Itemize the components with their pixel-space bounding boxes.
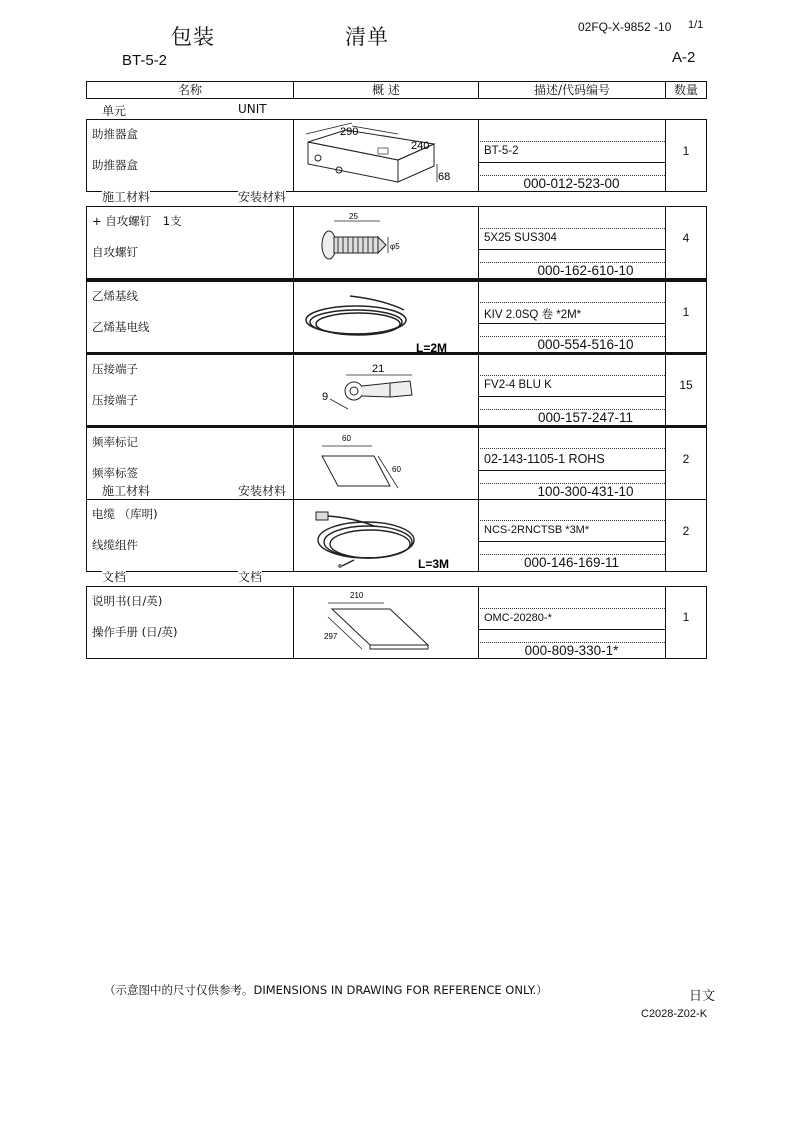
section-materials-label-alt: 安装材料: [238, 190, 287, 204]
item-spec: 02-143-1105-1 ROHS: [484, 452, 605, 466]
table-row: [86, 425, 707, 500]
dim-manual-width: 210: [350, 591, 364, 600]
item-desc: [478, 355, 665, 425]
table-row: [86, 119, 707, 192]
item-name: 助推器盒: [92, 127, 138, 141]
section-unit-label: 单元: [102, 104, 127, 118]
item-code: 000-162-610-10: [537, 263, 634, 278]
item-desc: [478, 120, 665, 191]
item-code: 000-157-247-11: [537, 410, 634, 425]
item-code: 000-146-169-11: [523, 555, 620, 570]
dim-width: 240: [411, 140, 430, 152]
section-materials-label-alt: 安装材料: [238, 484, 287, 498]
model-number: BT-5-2: [122, 52, 168, 69]
section-materials-label: 施工材料: [102, 190, 151, 204]
booster-box-drawing: [294, 120, 478, 191]
title-left: 包装: [171, 25, 215, 49]
section-documents-label: 文档: [102, 570, 127, 584]
table-header: [86, 81, 707, 99]
item-name-alt: 助推器盒: [92, 158, 138, 172]
header-qty: 数量: [673, 83, 698, 97]
item-spec: KIV 2.0SQ 卷 *2M*: [484, 309, 582, 321]
item-qty: 1: [682, 305, 690, 319]
item-spec: BT-5-2: [484, 145, 519, 157]
item-name: 乙烯基线: [92, 289, 138, 303]
item-name-alt: 频率标签: [92, 466, 138, 480]
item-spec: FV2-4 BLU K: [484, 379, 552, 391]
item-name: 电缆 （库明): [92, 507, 158, 521]
item-name-alt: 操作手册 (日/英): [92, 625, 178, 639]
item-name-alt: 自攻螺钉: [92, 245, 138, 259]
item-qty: 15: [679, 378, 693, 392]
item-desc: [478, 207, 665, 278]
item-desc: [478, 500, 665, 571]
dim-label-height: 60: [392, 465, 401, 474]
item-desc: [478, 428, 665, 499]
page-number: 1/1: [688, 19, 704, 31]
table-row: [86, 279, 707, 353]
item-name-alt: 乙烯基电线: [92, 320, 150, 334]
item-code: 000-012-523-00: [523, 176, 620, 191]
item-qty: 1: [682, 610, 690, 624]
screw-drawing: [294, 207, 478, 278]
wire-coil-drawing: [294, 282, 478, 352]
dim-manual-height: 297: [324, 632, 338, 641]
item-desc: [478, 282, 665, 352]
revision: A-2: [672, 49, 696, 66]
label-drawing: [294, 428, 478, 499]
header-overview: 概 述: [372, 83, 400, 97]
dim-screw-diameter: φ5: [390, 242, 400, 251]
item-qty: 2: [682, 524, 690, 538]
cable-coil-drawing: [294, 500, 478, 571]
header-name: 名称: [177, 83, 202, 97]
item-code: 100-300-431-10: [537, 484, 634, 499]
doc-number: 02FQ-X-9852 -10: [578, 20, 672, 34]
table-row: [86, 586, 707, 659]
item-desc: [478, 587, 665, 658]
wire-length: L=2M: [416, 341, 448, 354]
footer-note: （示意图中的尺寸仅供参考。DIMENSIONS IN DRAWING FOR REFERENCE ONLY.）: [104, 983, 548, 997]
footer-language: 日文: [689, 989, 716, 1004]
dim-height: 68: [438, 171, 451, 183]
item-name: 压接端子: [92, 362, 138, 376]
item-code: 000-809-330-1*: [524, 643, 619, 658]
item-name: + 自攻螺钉 1支: [92, 214, 182, 228]
section-materials-label: 施工材料: [102, 484, 151, 498]
item-spec: NCS-2RNCTSB *3M*: [484, 524, 590, 536]
item-name: 频率标记: [92, 435, 138, 449]
item-spec: OMC-20280-*: [484, 612, 552, 624]
item-name-alt: 压接端子: [92, 393, 138, 407]
manual-drawing: [294, 587, 478, 658]
title-right: 清单: [345, 25, 389, 49]
item-qty: 4: [682, 231, 690, 245]
dim-screw-length: 25: [349, 212, 358, 221]
table-row: [86, 499, 707, 572]
form-code: C2028-Z02-K: [641, 1008, 708, 1020]
dim-terminal-length: 21: [372, 363, 385, 375]
table-row: [86, 352, 707, 426]
crimp-terminal-drawing: [294, 355, 478, 425]
dim-label-width: 60: [342, 434, 351, 443]
item-name-alt: 线缆组件: [92, 538, 138, 552]
item-qty: 1: [682, 144, 690, 158]
item-name: 说明书(日/英): [92, 594, 163, 608]
cable-length: L=3M: [418, 557, 450, 571]
dim-terminal-width: 9: [322, 391, 329, 403]
header-code: 描述/代码编号: [533, 83, 611, 97]
item-code: 000-554-516-10: [537, 337, 634, 352]
table-row: [86, 206, 707, 279]
dim-length: 290: [340, 126, 359, 138]
item-qty: 2: [682, 452, 690, 466]
item-spec: 5X25 SUS304: [484, 232, 557, 244]
section-unit-label-en: UNIT: [238, 102, 267, 116]
section-documents-label-alt: 文档: [238, 570, 263, 584]
